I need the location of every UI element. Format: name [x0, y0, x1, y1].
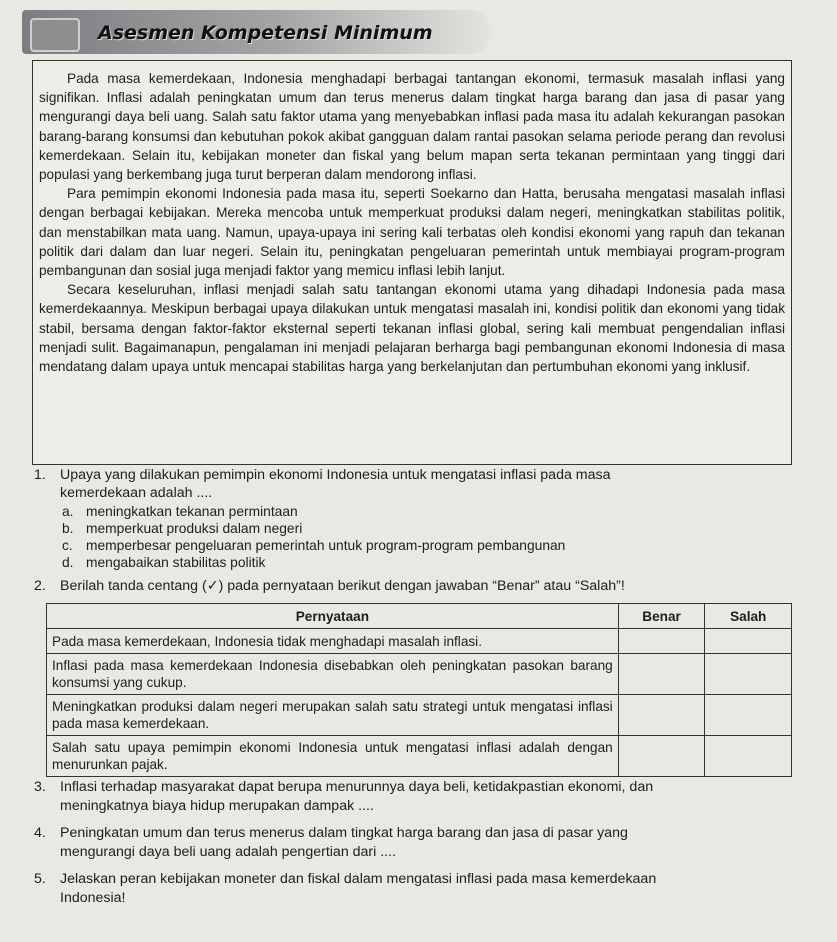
question-number: 2.	[34, 578, 46, 594]
question-2	[34, 577, 794, 597]
statement-cell: Salah satu upaya pemimpin ekonomi Indonesia untuk mengatasi inflasi adalah dengan menurunkan pajak.	[47, 736, 619, 777]
reading-paragraph-2: Para pemimpin ekonomi Indonesia pada masa itu, seperti Soekarno dan Hatta, berusaha mengatasi masalah inflasi dengan berbagai kebijakan. Mereka mencoba untuk memperkuat produksi dalam negeri, meningkatkan stabilitas politik, dan menstabilkan mata uang. Namun, upaya-upaya ini sering kali terbatas oleh kondisi ekonomi yang rapuh dan tekanan politik dari dalam dan luar negeri. Selain itu, peningkatan pengeluaran pemerintah untuk membiayai program-program pembangunan dan sosial juga menjadi faktor yang memicu inflasi lebih lanjut.	[39, 186, 785, 279]
question-text-line2: kemerdekaan adalah ....	[60, 485, 213, 501]
question-text-line2: Indonesia!	[60, 890, 126, 906]
question-number: 5.	[34, 871, 46, 887]
question-5	[34, 870, 804, 910]
question-text-line1: Inflasi terhadap masyarakat dapat berupa menurunnya daya beli, ketidakpastian ekonomi, dan	[60, 779, 654, 795]
question-1	[34, 466, 794, 506]
salah-checkbox-cell[interactable]	[705, 695, 792, 736]
benar-checkbox-cell[interactable]	[618, 695, 705, 736]
table-row	[47, 629, 792, 654]
question-4	[34, 824, 804, 864]
question-text-line2: meningkatnya biaya hidup merupakan dampak ....	[60, 798, 374, 814]
benar-checkbox-cell[interactable]	[618, 736, 705, 777]
reading-paragraph-3: Secara keseluruhan, inflasi menjadi salah satu tantangan ekonomi utama yang dihadapi Indonesia pada masa kemerdekaannya. Meskipun berbagai upaya dilakukan untuk mengatasi masalah ini, kondisi politik dan ekonomi yang tidak stabil, bersama dengan faktor-faktor eksternal seperti tekanan inflasi global, sering kali membuat pengendalian inflasi menjadi sulit. Bagaimanapun, pengalaman ini menjadi pelajaran berharga bagi pembangunan ekonomi Indonesia di masa mendatang dalam upaya untuk mencapai stabilitas harga yang berkelanjutan dan pertumbuhan ekonomi yang inklusif.	[39, 282, 785, 375]
book-icon	[30, 18, 80, 52]
question-text-line1: Jelaskan peran kebijakan moneter dan fiskal dalam mengatasi inflasi pada masa kemerdekaan	[60, 871, 657, 887]
header-salah: Salah	[705, 604, 792, 629]
option-text: mengabaikan stabilitas politik	[86, 555, 266, 570]
option-letter: b.	[62, 521, 74, 536]
option-text: memperkuat produksi dalam negeri	[86, 521, 303, 536]
question-text-line1: Peningkatan umum dan terus menerus dalam tingkat harga barang dan jasa di pasar yang	[60, 825, 628, 841]
table-row	[47, 695, 792, 736]
option-text: memperbesar pengeluaran pemerintah untuk program-program pembangunan	[86, 538, 566, 553]
reading-paragraph-1: Pada masa kemerdekaan, Indonesia menghadapi berbagai tantangan ekonomi, termasuk masalah inflasi yang signifikan. Inflasi adalah peningkatan umum dan terus menerus dalam tingkat harga barang dan jasa di pasar yang mengurangi daya beli uang. Salah satu faktor utama yang menyebabkan inflasi pada masa itu adalah kekurangan pasokan barang-barang konsumsi dan kebutuhan pokok akibat gangguan dalam rantai pasokan selama periode perang dan revolusi kemerdekaan. Selain itu, kebijakan moneter dan fiskal yang belum mapan serta tekanan permintaan yang tinggi dari populasi yang berkembang juga turut berperan dalam mendorong inflasi.	[39, 71, 785, 183]
salah-checkbox-cell[interactable]	[705, 654, 792, 695]
table-row	[47, 654, 792, 695]
question-number: 3.	[34, 779, 46, 795]
statement-cell: Inflasi pada masa kemerdekaan Indonesia disebabkan oleh peningkatan pasokan barang konsumsi yang cukup.	[47, 654, 619, 695]
question-number: 1.	[34, 467, 46, 483]
header-pernyataan: Pernyataan	[47, 604, 619, 629]
statement-table	[46, 603, 792, 777]
header-benar: Benar	[618, 604, 705, 629]
page-title: Asesmen Kompetensi Minimum	[98, 22, 433, 44]
table-row	[47, 736, 792, 777]
option-letter: c.	[62, 538, 73, 553]
option-letter: a.	[62, 504, 74, 519]
benar-checkbox-cell[interactable]	[618, 629, 705, 654]
statement-cell: Meningkatkan produksi dalam negeri merupakan salah satu strategi untuk mengatasi inflasi pada masa kemerdekaan.	[47, 695, 619, 736]
benar-checkbox-cell[interactable]	[618, 654, 705, 695]
salah-checkbox-cell[interactable]	[705, 736, 792, 777]
table-header-row	[47, 604, 792, 629]
statement-cell: Pada masa kemerdekaan, Indonesia tidak menghadapi masalah inflasi.	[47, 629, 619, 654]
question-number: 4.	[34, 825, 46, 841]
question-text-line1: Upaya yang dilakukan pemimpin ekonomi Indonesia untuk mengatasi inflasi pada masa	[60, 467, 611, 483]
option-text: meningkatkan tekanan permintaan	[86, 504, 298, 519]
reading-passage	[32, 60, 792, 465]
option-letter: d.	[62, 555, 74, 570]
salah-checkbox-cell[interactable]	[705, 629, 792, 654]
question-text: Berilah tanda centang (✓) pada pernyataan berikut dengan jawaban “Benar” atau “Salah”!	[60, 578, 625, 594]
question-3	[34, 778, 804, 818]
question-text-line2: mengurangi daya beli uang adalah pengertian dari ....	[60, 844, 397, 860]
